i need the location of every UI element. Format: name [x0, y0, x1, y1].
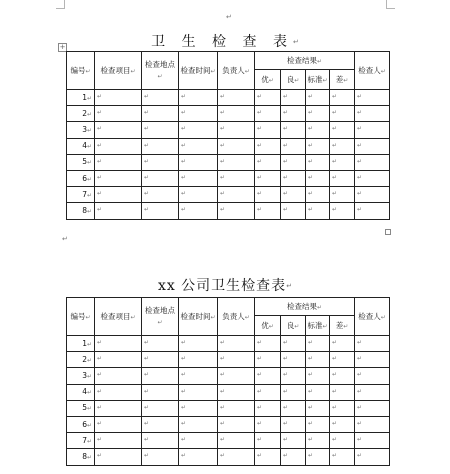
cell[interactable]: ↵: [179, 106, 218, 122]
cell[interactable]: ↵: [218, 352, 255, 368]
cell[interactable]: ↵: [218, 187, 255, 203]
cell[interactable]: ↵: [255, 384, 281, 400]
header-number: 编号↵: [67, 298, 95, 336]
cell[interactable]: ↵: [330, 336, 355, 352]
cell[interactable]: ↵: [142, 368, 179, 384]
cell[interactable]: ↵: [218, 106, 255, 122]
cell[interactable]: ↵: [218, 122, 255, 138]
cell[interactable]: ↵: [255, 187, 281, 203]
cell[interactable]: ↵: [306, 433, 330, 449]
table1: [66, 51, 390, 220]
cell[interactable]: ↵: [255, 122, 281, 138]
table-row: [67, 416, 390, 432]
cell[interactable]: ↵: [255, 433, 281, 449]
cell[interactable]: ↵: [355, 203, 390, 219]
header-responsible: 负责人↵: [218, 298, 255, 336]
row-number: 6↵: [67, 170, 95, 186]
cell[interactable]: ↵: [306, 122, 330, 138]
cell[interactable]: ↵: [218, 336, 255, 352]
cell[interactable]: ↵: [218, 90, 255, 106]
cell[interactable]: ↵: [142, 170, 179, 186]
cell[interactable]: ↵: [218, 433, 255, 449]
cell[interactable]: ↵: [142, 187, 179, 203]
cell[interactable]: ↵: [218, 138, 255, 154]
cell[interactable]: ↵: [179, 170, 218, 186]
cell[interactable]: ↵: [355, 138, 390, 154]
header-location: 检查地点↵: [142, 52, 179, 90]
header-standard: 标准↵: [306, 70, 330, 90]
cell[interactable]: ↵: [281, 400, 306, 416]
table-row: [67, 336, 390, 352]
cell[interactable]: ↵: [306, 400, 330, 416]
cell[interactable]: ↵: [218, 203, 255, 219]
cell[interactable]: ↵: [179, 416, 218, 432]
cell[interactable]: ↵: [330, 368, 355, 384]
cell[interactable]: ↵: [95, 106, 142, 122]
row-number: 2↵: [67, 352, 95, 368]
cell[interactable]: ↵: [355, 336, 390, 352]
header-result: 检查结果↵: [255, 298, 355, 316]
cell[interactable]: ↵: [179, 433, 218, 449]
cell[interactable]: ↵: [218, 368, 255, 384]
cell[interactable]: ↵: [95, 90, 142, 106]
row-number: 2↵: [67, 106, 95, 122]
cell[interactable]: ↵: [218, 384, 255, 400]
header-number: 编号↵: [67, 52, 95, 90]
table-row: [67, 400, 390, 416]
cell[interactable]: ↵: [330, 352, 355, 368]
cell[interactable]: ↵: [355, 433, 390, 449]
paragraph-mark: ↵: [62, 235, 68, 243]
cell[interactable]: ↵: [255, 138, 281, 154]
cell[interactable]: ↵: [95, 203, 142, 219]
cell[interactable]: ↵: [179, 122, 218, 138]
cell[interactable]: ↵: [95, 384, 142, 400]
table-row: [67, 433, 390, 449]
header-inspector: 检查人↵: [355, 298, 390, 336]
cell[interactable]: ↵: [306, 203, 330, 219]
table-row: [67, 203, 390, 219]
cell[interactable]: ↵: [281, 449, 306, 465]
cell[interactable]: ↵: [255, 336, 281, 352]
header-good: 良↵: [281, 70, 306, 90]
cell[interactable]: ↵: [281, 106, 306, 122]
row-number: 7↵: [67, 433, 95, 449]
header-excellent: 优↵: [255, 70, 281, 90]
cell[interactable]: ↵: [255, 203, 281, 219]
cell[interactable]: ↵: [306, 352, 330, 368]
cell[interactable]: ↵: [142, 122, 179, 138]
header-excellent: 优↵: [255, 316, 281, 336]
cell[interactable]: ↵: [330, 384, 355, 400]
cell[interactable]: ↵: [281, 336, 306, 352]
row-number: 8↵: [67, 203, 95, 219]
cell[interactable]: ↵: [330, 122, 355, 138]
header-poor: 差↵: [330, 316, 355, 336]
cell[interactable]: ↵: [281, 170, 306, 186]
table-row: [67, 170, 390, 186]
table-row: [67, 368, 390, 384]
cell[interactable]: ↵: [142, 154, 179, 170]
cell[interactable]: ↵: [142, 352, 179, 368]
cell[interactable]: ↵: [142, 90, 179, 106]
table2-title: xx 公司卫生检查表↵: [157, 278, 293, 294]
row-number: 7↵: [67, 187, 95, 203]
row-number: 5↵: [67, 400, 95, 416]
cell[interactable]: ↵: [95, 433, 142, 449]
table-row: [67, 122, 390, 138]
row-number: 4↵: [67, 384, 95, 400]
cell[interactable]: ↵: [355, 400, 390, 416]
cell[interactable]: ↵: [218, 449, 255, 465]
table-row: [67, 352, 390, 368]
cell[interactable]: ↵: [281, 416, 306, 432]
cell[interactable]: ↵: [306, 90, 330, 106]
cell[interactable]: ↵: [330, 187, 355, 203]
cell[interactable]: ↵: [281, 368, 306, 384]
cell[interactable]: ↵: [281, 203, 306, 219]
header-good: 良↵: [281, 316, 306, 336]
cell[interactable]: ↵: [142, 336, 179, 352]
row-number: 8↵: [67, 449, 95, 465]
row-number: 3↵: [67, 368, 95, 384]
page-corner-top-left: [56, 0, 65, 9]
cell[interactable]: ↵: [306, 384, 330, 400]
cell[interactable]: ↵: [142, 203, 179, 219]
cell[interactable]: ↵: [95, 138, 142, 154]
cell[interactable]: ↵: [281, 433, 306, 449]
cell[interactable]: ↵: [281, 138, 306, 154]
cell[interactable]: ↵: [218, 416, 255, 432]
cell[interactable]: ↵: [95, 187, 142, 203]
cell[interactable]: ↵: [95, 416, 142, 432]
cell[interactable]: ↵: [281, 90, 306, 106]
cell[interactable]: ↵: [95, 368, 142, 384]
cell[interactable]: ↵: [330, 106, 355, 122]
row-number: 1↵: [67, 90, 95, 106]
cell[interactable]: ↵: [255, 90, 281, 106]
cell[interactable]: ↵: [306, 368, 330, 384]
table2: [66, 297, 390, 466]
cell[interactable]: ↵: [355, 416, 390, 432]
cell[interactable]: ↵: [330, 154, 355, 170]
cell[interactable]: ↵: [95, 352, 142, 368]
header-poor: 差↵: [330, 70, 355, 90]
cell[interactable]: ↵: [95, 122, 142, 138]
cell[interactable]: ↵: [355, 368, 390, 384]
cell[interactable]: ↵: [179, 368, 218, 384]
cell[interactable]: ↵: [142, 106, 179, 122]
cell[interactable]: ↵: [142, 138, 179, 154]
table-row: [67, 138, 390, 154]
cell[interactable]: ↵: [179, 352, 218, 368]
cell[interactable]: ↵: [330, 400, 355, 416]
table-resize-handle[interactable]: [385, 229, 391, 235]
cell[interactable]: ↵: [306, 138, 330, 154]
cell[interactable]: ↵: [355, 106, 390, 122]
cell[interactable]: ↵: [95, 400, 142, 416]
table-row: [67, 90, 390, 106]
cell[interactable]: ↵: [330, 203, 355, 219]
cell[interactable]: ↵: [255, 154, 281, 170]
header-standard: 标准↵: [306, 316, 330, 336]
cell[interactable]: ↵: [255, 449, 281, 465]
row-number: 6↵: [67, 416, 95, 432]
cell[interactable]: ↵: [306, 449, 330, 465]
row-number: 5↵: [67, 154, 95, 170]
header-time: 检查时间↵: [179, 52, 218, 90]
cell[interactable]: ↵: [255, 170, 281, 186]
header-responsible: 负责人↵: [218, 52, 255, 90]
cell[interactable]: ↵: [355, 352, 390, 368]
cell[interactable]: ↵: [142, 400, 179, 416]
cell[interactable]: ↵: [218, 154, 255, 170]
cell[interactable]: ↵: [355, 384, 390, 400]
cell[interactable]: ↵: [179, 90, 218, 106]
header-item: 检查项目↵: [95, 52, 142, 90]
cell[interactable]: ↵: [355, 170, 390, 186]
cell[interactable]: ↵: [255, 416, 281, 432]
table-row: [67, 449, 390, 465]
cell[interactable]: ↵: [306, 416, 330, 432]
cell[interactable]: ↵: [355, 449, 390, 465]
cell[interactable]: ↵: [306, 154, 330, 170]
row-number: 3↵: [67, 122, 95, 138]
cell[interactable]: ↵: [330, 138, 355, 154]
row-number: 4↵: [67, 138, 95, 154]
cell[interactable]: ↵: [330, 433, 355, 449]
header-result: 检查结果↵: [255, 52, 355, 70]
cell[interactable]: ↵: [355, 154, 390, 170]
cell[interactable]: ↵: [306, 336, 330, 352]
cell[interactable]: ↵: [142, 416, 179, 432]
cell[interactable]: ↵: [330, 170, 355, 186]
cell[interactable]: ↵: [95, 154, 142, 170]
cell[interactable]: ↵: [306, 106, 330, 122]
cell[interactable]: ↵: [95, 170, 142, 186]
cell[interactable]: ↵: [95, 336, 142, 352]
cell[interactable]: ↵: [355, 187, 390, 203]
table-move-handle[interactable]: +: [59, 43, 66, 51]
cell[interactable]: ↵: [306, 187, 330, 203]
cell[interactable]: ↵: [330, 416, 355, 432]
cell[interactable]: ↵: [179, 203, 218, 219]
cell[interactable]: ↵: [330, 449, 355, 465]
table1-title: 卫 生 检 查 表↵: [151, 34, 299, 50]
cell[interactable]: ↵: [281, 154, 306, 170]
cell[interactable]: ↵: [179, 384, 218, 400]
cell[interactable]: ↵: [255, 400, 281, 416]
cell[interactable]: ↵: [281, 352, 306, 368]
table-row: [67, 154, 390, 170]
table-row: [67, 187, 390, 203]
page-corner-top-right: [386, 0, 395, 9]
cell[interactable]: ↵: [281, 384, 306, 400]
cell[interactable]: ↵: [355, 122, 390, 138]
cell[interactable]: ↵: [142, 449, 179, 465]
cell[interactable]: ↵: [281, 187, 306, 203]
cell[interactable]: ↵: [355, 90, 390, 106]
cell[interactable]: ↵: [255, 352, 281, 368]
table-row: [67, 106, 390, 122]
paragraph-mark: ↵: [226, 13, 232, 21]
cell[interactable]: ↵: [142, 384, 179, 400]
table-row: [67, 384, 390, 400]
cell[interactable]: ↵: [179, 449, 218, 465]
header-item: 检查项目↵: [95, 298, 142, 336]
header-location: 检查地点↵: [142, 298, 179, 336]
cell[interactable]: ↵: [179, 187, 218, 203]
cell[interactable]: ↵: [330, 90, 355, 106]
header-time: 检查时间↵: [179, 298, 218, 336]
cell[interactable]: ↵: [218, 400, 255, 416]
cell[interactable]: ↵: [255, 106, 281, 122]
cell[interactable]: ↵: [179, 336, 218, 352]
cell[interactable]: ↵: [218, 170, 255, 186]
cell[interactable]: ↵: [255, 368, 281, 384]
cell[interactable]: ↵: [306, 170, 330, 186]
cell[interactable]: ↵: [179, 400, 218, 416]
cell[interactable]: ↵: [142, 433, 179, 449]
cell[interactable]: ↵: [179, 154, 218, 170]
cell[interactable]: ↵: [281, 122, 306, 138]
cell[interactable]: ↵: [179, 138, 218, 154]
header-inspector: 检查人↵: [355, 52, 390, 90]
row-number: 1↵: [67, 336, 95, 352]
cell[interactable]: ↵: [95, 449, 142, 465]
